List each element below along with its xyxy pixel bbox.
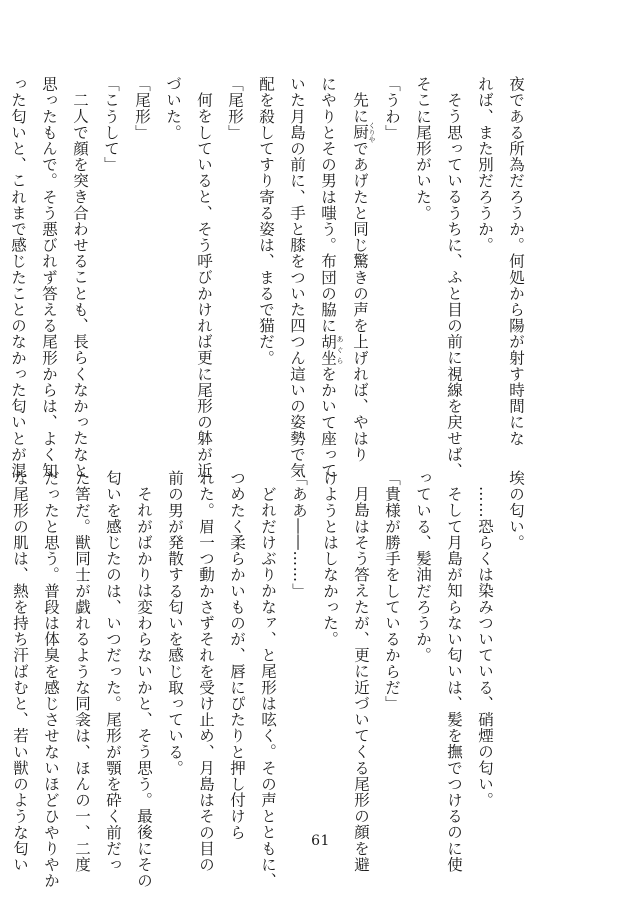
text-line: つめたく柔らかいものが、唇にぴたりと押し付けら (228, 470, 246, 841)
text-line: 埃の匂い。 (507, 470, 525, 551)
text-line: づいた。 (164, 76, 182, 141)
text-line: 二人で顔を突き合わせることも、長らくなかったなと (71, 91, 89, 478)
text-line: だったと思う。普段は体臭を感じさせないほどひやりやか (42, 470, 60, 889)
dialogue-line: 「ああ――……」 (290, 470, 308, 599)
upper-text-block (0, 76, 531, 479)
text-line: っている、髪油だろうか。 (414, 470, 432, 664)
text-line-with-ruby (344, 76, 376, 462)
dialogue-line: 「貴様が勝手をしているからだ」 (383, 470, 401, 712)
text-line: 何をしていると、そう呼びかければ更に尾形の躰が近 (195, 91, 213, 478)
text-fragment: をかいて座って (319, 365, 337, 479)
text-line: いた月島の前に、手と膝をついた四つん這いの姿勢で気 (288, 76, 306, 479)
text-line: そう思っているうちに、ふと目の前に視線を戻せば、 (445, 91, 463, 478)
text-line: 匂いを感じたのは、いつだった。尾形が顎を砕く前だっ (104, 470, 122, 873)
text-line: った匂いと、これまで感じたことのなかった匂いとが混 (9, 76, 27, 479)
text-fragment: 先に (351, 91, 369, 124)
text-fragment: にやりとその男は嗤う。布団の脇に (319, 76, 337, 334)
text-line: どれだけぶりかなァ、と尾形は呟く。その声とともに、 (259, 485, 277, 888)
text-line: な尾形の肌は、熱を持ち汗ばむと、若い獣のような匂い (11, 470, 29, 873)
text-line (0, 470, 4, 815)
text-line: それがばかりは変わらないかと、そう思う。最後にその (135, 485, 153, 888)
dialogue-line: 「尾形」 (133, 76, 151, 141)
text-fragment: であげたと同じ驚きの声を上げれば、やはり (351, 139, 369, 462)
ruby-agura: 胡坐 あぐら (319, 333, 344, 366)
text-line: けようとはしなかった。 (321, 470, 339, 648)
text-line: そして月島が知らない匂いは、髪を撫でつけるのに使 (445, 485, 463, 872)
text-line: ……恐らくは染みついている、硝煙の匂い。 (476, 485, 494, 808)
text-line: れば、また別だろうか。 (476, 76, 494, 254)
dialogue-line: 「こうして」 (102, 76, 120, 173)
text-line: れた。眉一つ動かさずそれを受け止め、月島はその目の (197, 470, 215, 873)
text-line: た筈だ。獣同士が戯れるような同衾は、ほんの一、二度 (73, 470, 91, 873)
dialogue-line: 「うわ」 (383, 76, 401, 141)
text-line: 配を殺してすり寄る姿は、まるで猫だ。 (257, 76, 275, 366)
text-line: 思ったもんで。そう悪びれず答える尾形からは、よく知 (40, 76, 58, 479)
ruby-kuriya: 厨 くりや (351, 121, 376, 143)
text-line: 夜である所為だろうか。何処から陽が射す時間にな (507, 76, 525, 447)
text-line: 前の男が発散する匂いを感じ取っている。 (166, 470, 184, 776)
page-number: 61 (311, 833, 330, 849)
text-line: そこに尾形がいた。 (414, 76, 432, 221)
text-line: 月島はそう答えたが、更に近づいてくる尾形の顔を避 (352, 485, 370, 872)
dialogue-line: 「尾形」 (226, 76, 244, 141)
text-line-with-ruby (312, 76, 344, 479)
